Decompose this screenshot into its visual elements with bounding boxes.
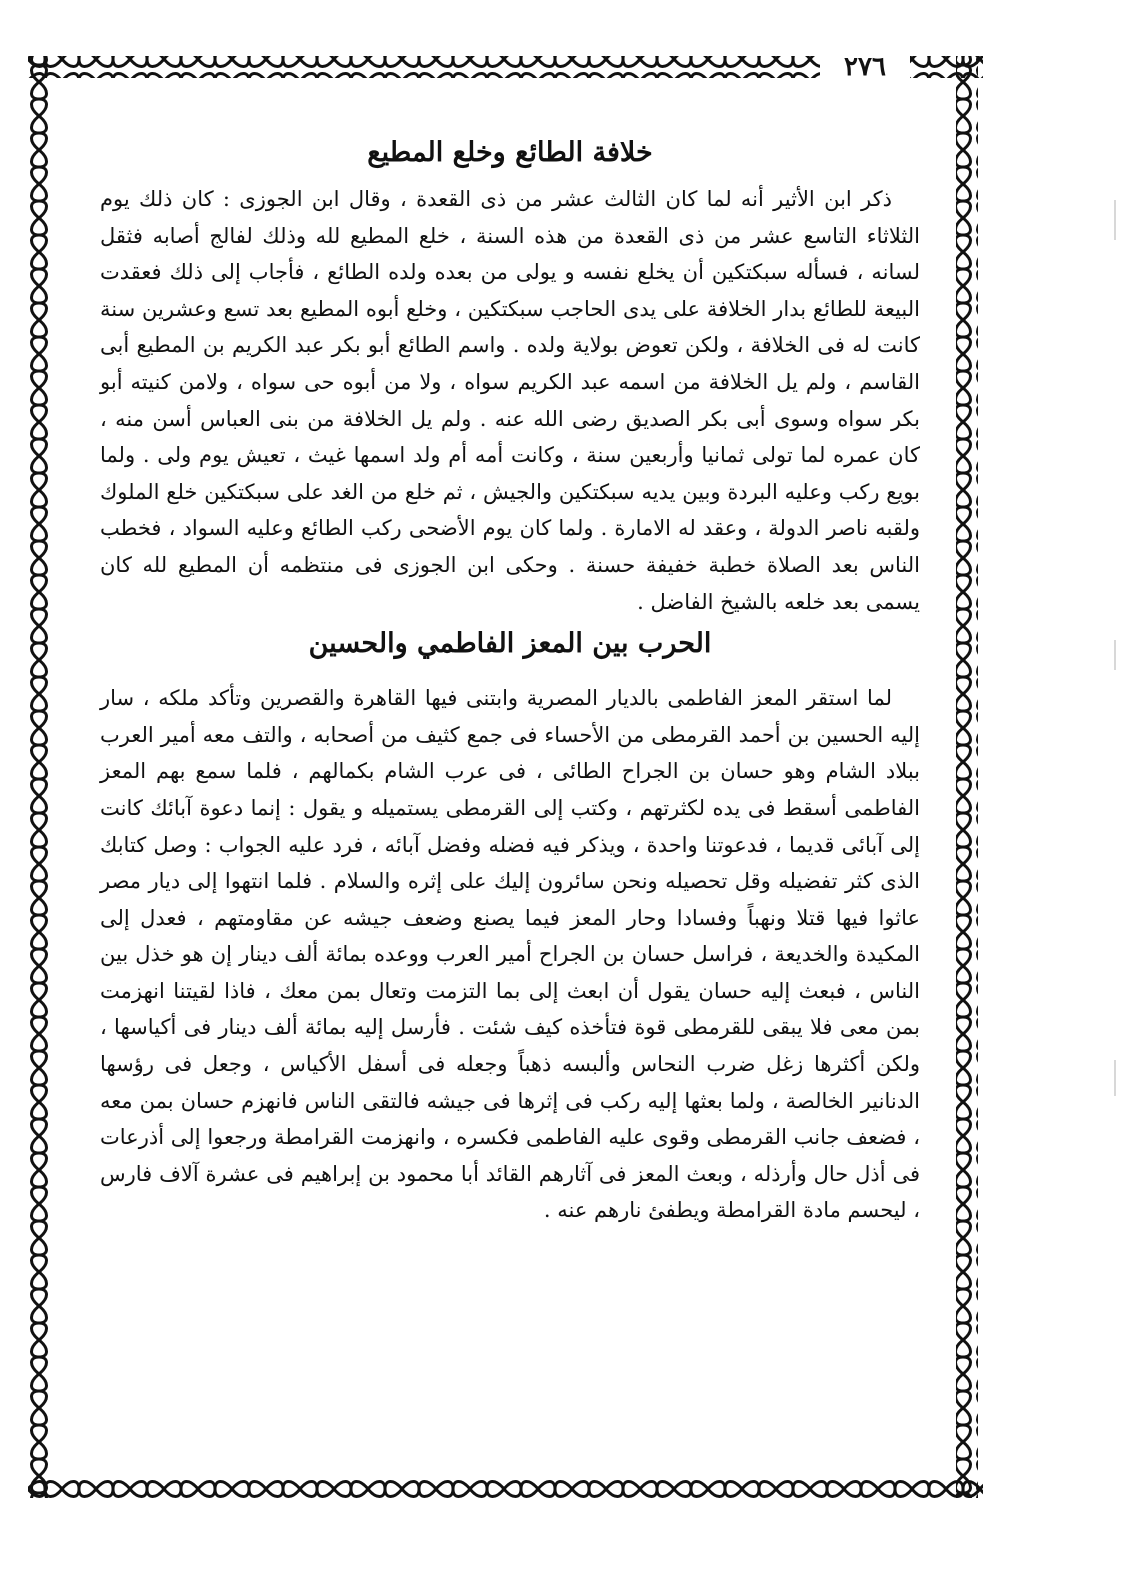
section-war-muizz-husayn xyxy=(100,626,920,1229)
paragraph: ذكر ابن الأثير أنه لما كان الثالث عشر من ذى القعدة ، وقال ابن الجوزى : كان ذلك يوم الثلاثاء التاسع عشر من ذى القعدة من هذه السنة ، خلع المطيع لله وذلك لفالج أصابه فثقل لسانه ، فسأله سبكتكين أن يخلع نفسه و يولى من بعده ولده الطائع ، فأجاب إلى ذلك فعقدت البيعة للطائع بدار الخلافة على يدى الحاجب سبكتكين ، وخلع أبوه المطيع بعد تسع وعشرين سنة كانت له فى الخلافة ، ولكن تعوض بولاية ولده . واسم الطائع أبو بكر عبد الكريم بن المطيع أبى القاسم ، ولم يل الخلافة من اسمه عبد الكريم سواه ، ولا من أبوه حى سواه ، ولامن كنيته أبو بكر سواه وسوى أبى بكر الصديق رضى الله عنه . ولم يل الخلافة من بنى العباس أسن منه ، كان عمره لما تولى ثمانيا وأربعين سنة ، وكانت أمه أم ولد اسمها غيث ، تعيش يوم ولى . ولما بويع ركب وعليه البردة وبين يديه سبكتكين والجيش ، ثم خلع من الغد على سبكتكين خلع الملوك ولقبه ناصر الدولة ، وعقد له الامارة . ولما كان يوم الأضحى ركب الطائع وعليه السواد ، فخطب الناس بعد الصلاة خطبة خفيفة حسنة . وحكى ابن الجوزى فى منتظمه أن المطيع لله كان يسمى بعد خلعه بالشيخ الفاضل . xyxy=(100,187,920,614)
page-content xyxy=(100,135,920,1235)
page-number: ٢٧٦ xyxy=(820,52,910,82)
paragraph: لما استقر المعز الفاطمى بالديار المصرية وابتنى فيها القاهرة والقصرين وتأكد ملكه ، سار إليه الحسين بن أحمد القرمطى من الأحساء فى جمع كثيف من أصحابه ، والتف معه أمير العرب ببلاد الشام وهو حسان بن الجراح الطائى ، فى عرب الشام بكمالهم ، فلما سمع بهم المعز الفاطمى أسقط فى يده لكثرتهم ، وكتب إلى القرمطى يستميله و يقول : إنما دعوة آبائك كانت إلى آبائى قديما ، فدعوتنا واحدة ، ويذكر فيه فضله وفضل آبائه ، فرد عليه الجواب : وصل كتابك الذى كثر تفضيله وقل تحصيله ونحن سائرون إليك على إثره والسلام . فلما انتهوا إلى ديار مصر عاثوا فيها قتلا ونهباً وفسادا وحار المعز فيما يصنع وضعف جيشه عن مقاومتهم ، فعدل إلى المكيدة والخديعة ، فراسل حسان بن الجراح أمير العرب ووعده بمائة ألف دينار إن هو خذل بين الناس ، فبعث إليه حسان يقول أن ابعث إلى بما التزمت وتعال بمن معك ، فاذا لقيتنا انهزمت بمن معى فلا يبقى للقرمطى قوة فتأخذه كيف شئت . فأرسل إليه بمائة ألف دينار فى أكياسها ، ولكن أكثرها زغل ضرب النحاس وألبسه ذهباً وجعله فى أسفل الأكياس ، وجعل فى رؤسها الدنانير الخالصة ، ولما بعثها إليه ركب فى إثرها فى جيشه فالتقى الناس فانهزم حسان بمن معه ، فضعف جانب القرمطى وقوى عليه الفاطمى فكسره ، وانهزمت القرامطة ورجعوا إلى أذرعات فى أذل حال وأرذله ، وبعث المعز فى آثارهم القائد أبا محمود بن إبراهيم فى عشرة آلاف فارس ، ليحسم مادة القرامطة ويطفئ نارهم عنه . xyxy=(100,686,920,1223)
section-caliphate-taie xyxy=(100,135,920,620)
scan-edge-mark xyxy=(1114,1060,1116,1096)
scan-edge-mark xyxy=(1114,640,1116,670)
section-heading: خلافة الطائع وخلع المطيع xyxy=(367,137,653,168)
section-heading: الحرب بين المعز الفاطمي والحسين xyxy=(308,628,712,660)
scan-edge-mark xyxy=(1114,200,1116,240)
